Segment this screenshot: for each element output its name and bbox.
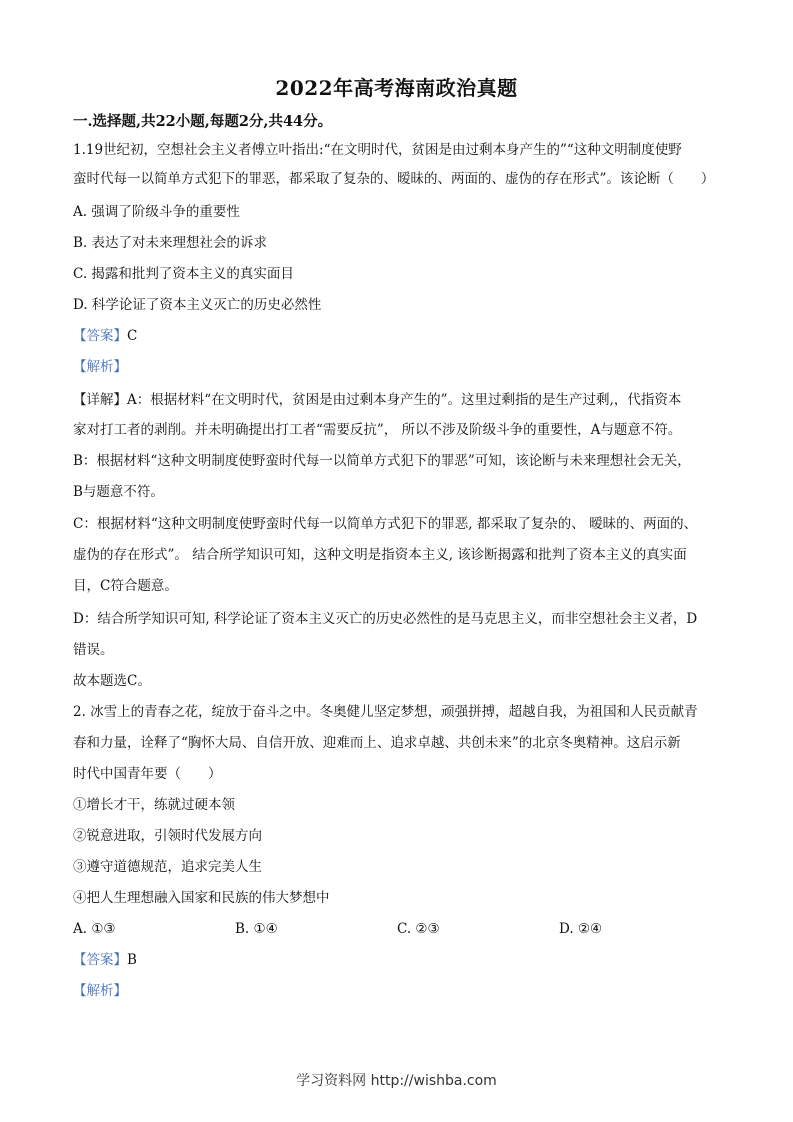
section-heading: 一.选择题,共22小题,每题2分,共44分。 — [73, 113, 333, 130]
q1-option-a: A. 强调了阶级斗争的重要性 — [73, 204, 240, 220]
q2-stem-line-1: 2. 冰雪上的青春之花，绽放于奋斗之中。冬奥健儿坚定梦想，顽强拼搏，超越自我，为祖国和人民贡献青 — [73, 704, 698, 720]
q1-detail-line-9: 错误。 — [73, 642, 114, 658]
page-footer: 学习资料网 http://wishba.com — [296, 1073, 497, 1089]
q2-choice-d: D. ②④ — [559, 921, 603, 937]
page-title: 2022年高考海南政治真题 — [275, 76, 518, 100]
q2-answer — [73, 950, 723, 970]
q1-option-c: C. 揭露和批判了资本主义的真实面目 — [73, 266, 294, 282]
analysis-tag: 【解析】 — [73, 983, 127, 999]
q2-item-3: ③遵守道德规范，追求完美人生 — [73, 859, 262, 875]
analysis-tag: 【解析】 — [73, 359, 127, 375]
q2-choice-c: C. ②③ — [397, 921, 440, 937]
q1-detail-text-1: A：根据材料“在文明时代，贫困是由过剩本身产生的”。这里过剩指的是生产过剩,，代指资本 — [127, 392, 682, 408]
q1-detail-line-2: 家对打工者的剥削。并未明确提出打工者“需要反抗”， 所以不涉及阶级斗争的重要性，A与题意不符。 — [73, 422, 682, 438]
q2-stem-line-2: 春和力量，诠释了“胸怀大局、自信开放、迎难而上、追求卓越、共创未来”的北京冬奥精神。这启示新 — [73, 735, 681, 751]
detail-tag: 【详解】 — [73, 392, 127, 408]
q1-detail-line-6: 虚伪的存在形式”。 结合所学知识可知，这种文明是指资本主义, 该诊断揭露和批判了资本主义的真实面 — [73, 547, 687, 563]
q1-conclusion: 故本题选C。 — [73, 673, 151, 689]
answer-tag: 【答案】 — [73, 952, 127, 968]
q1-analysis — [73, 357, 723, 377]
q1-option-b: B. 表达了对未来理想社会的诉求 — [73, 235, 268, 251]
q2-item-4: ④把人生理想融入国家和民族的伟大梦想中 — [73, 890, 330, 906]
q1-detail-line-4: B与题意不符。 — [73, 484, 164, 500]
q1-stem-line-2: 蛮时代每一以简单方式犯下的罪恶，都采取了复杂的、暧昧的、两面的、虚伪的存在形式”。该论断（ ） — [73, 171, 715, 187]
q2-stem-line-3: 时代中国青年要（ ） — [73, 766, 222, 782]
q2-answer-value: B — [127, 952, 137, 968]
q2-choice-a: A. ①③ — [73, 921, 116, 937]
q1-detail-line-5: C：根据材料“这种文明制度使野蛮时代每一以简单方式犯下的罪恶, 都采取了复杂的、 暧昧的、两面的、 — [73, 516, 698, 532]
q1-detail-line-1 — [73, 390, 723, 410]
answer-tag: 【答案】 — [73, 328, 127, 344]
q2-analysis — [73, 981, 723, 1001]
q1-option-d: D. 科学论证了资本主义灭亡的历史必然性 — [73, 297, 322, 313]
q1-detail-line-7: 目，C符合题意。 — [73, 578, 178, 594]
q1-answer-value: C — [127, 328, 138, 344]
q2-choice-b: B. ①④ — [235, 921, 278, 937]
q2-item-2: ②锐意进取，引领时代发展方向 — [73, 828, 262, 844]
q1-detail-line-3: B：根据材料“这种文明制度使野蛮时代每一以简单方式犯下的罪恶”可知，该论断与未来理想社会无关， — [73, 453, 691, 469]
q2-item-1: ①增长才干，练就过硬本领 — [73, 797, 235, 813]
q1-stem-line-1: 1.19世纪初，空想社会主义者傅立叶指出:“在文明时代，贫困是由过剩本身产生的”“这种文明制度使野 — [73, 142, 682, 158]
q1-answer — [73, 326, 723, 346]
q1-detail-line-8: D：结合所学知识可知, 科学论证了资本主义灭亡的历史必然性的是马克思主义，而非空想社会主义者，D — [73, 611, 698, 627]
